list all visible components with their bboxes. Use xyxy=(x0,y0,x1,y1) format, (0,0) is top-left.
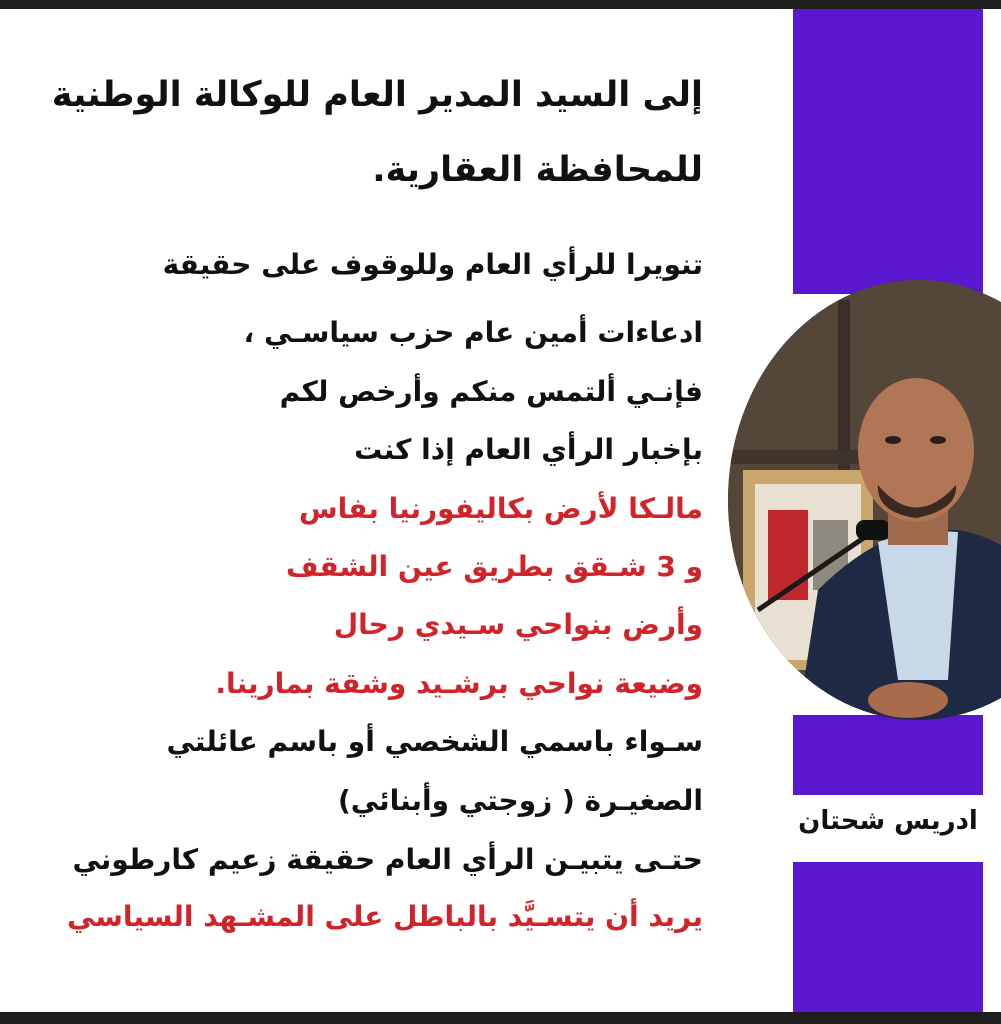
bottom-border xyxy=(0,1012,1001,1024)
portrait-photo xyxy=(728,280,1001,720)
body-line-7: وأرض بنواحي سـيدي رحال xyxy=(333,608,703,641)
author-name: ادريس شحتان xyxy=(798,806,978,836)
body-line-5: مالـكا لأرض بكاليفورنيا بفاس xyxy=(299,492,703,525)
body-line-4: بإخبار الرأي العام إذا كنت xyxy=(354,433,703,466)
body-line-3: فإنـي ألتمس منكم وأرخص لكم xyxy=(279,375,703,408)
title-line-1: إلى السيد المدير العام للوكالة الوطنية xyxy=(51,75,703,115)
body-line-12: يريد أن يتسـيَّد بالباطل على المشـهد السياسي xyxy=(67,900,703,933)
title-line-2: للمحافظة العقارية. xyxy=(372,150,703,190)
purple-stripe-top xyxy=(793,9,983,294)
body-line-11: حتـى يتبيـن الرأي العام حقيقة زعيم كارطوني xyxy=(72,843,703,876)
top-border xyxy=(0,0,1001,9)
body-line-6: و 3 شـقق بطريق عين الشقف xyxy=(286,550,703,583)
purple-stripe-bottom xyxy=(793,862,983,1012)
purple-stripe-middle xyxy=(793,715,983,795)
body-line-1: تنويرا للرأي العام وللوقوف على حقيقة xyxy=(162,248,703,281)
body-line-2: ادعاءات أمين عام حزب سياسـي ، xyxy=(243,316,703,349)
body-line-8: وضيعة نواحي برشـيد وشقة بمارينا. xyxy=(215,667,703,700)
body-line-10: الصغيـرة ( زوجتي وأبنائي) xyxy=(337,784,703,817)
body-line-9: سـواء باسمي الشخصي أو باسم عائلتي xyxy=(166,725,703,758)
